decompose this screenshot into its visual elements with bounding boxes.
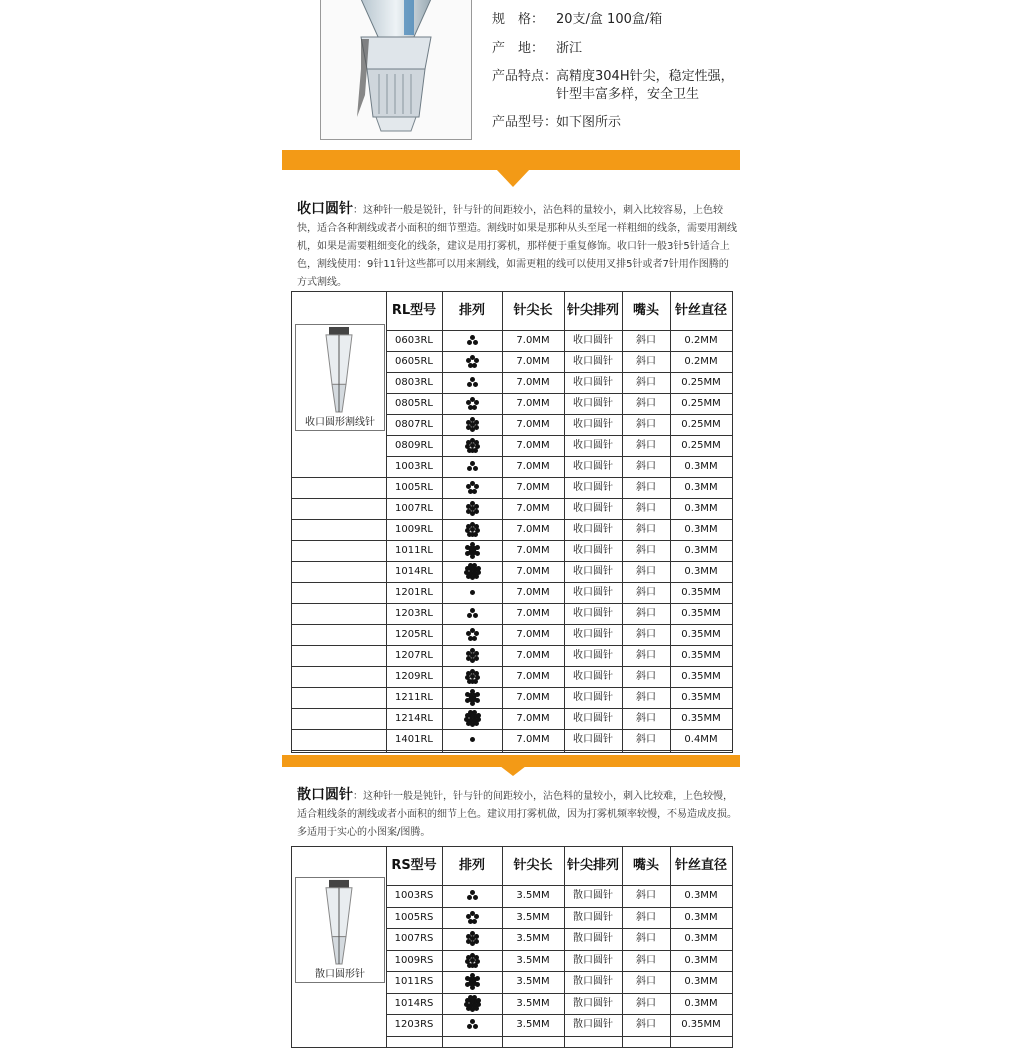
spec-value: 浙江 bbox=[556, 41, 583, 56]
needle-dot bbox=[474, 574, 479, 579]
left-image-column bbox=[292, 847, 387, 1047]
table-cell: 0.3MM bbox=[684, 461, 718, 472]
needle-icon bbox=[296, 325, 382, 414]
needle-dot bbox=[473, 613, 478, 618]
table-cell: 0.3MM bbox=[684, 482, 718, 493]
banner-arrow-icon bbox=[496, 169, 530, 187]
rs-table bbox=[291, 846, 733, 1048]
table-header: 排列 bbox=[458, 858, 485, 873]
table-cell: 1014RS bbox=[394, 997, 434, 1009]
table-cell: 0603RL bbox=[395, 335, 433, 346]
needle-dot bbox=[470, 714, 475, 719]
needle-photo bbox=[295, 877, 385, 983]
table-cell: 7.0MM bbox=[516, 671, 550, 682]
table-cell: 1014RL bbox=[395, 566, 433, 577]
needle-dot bbox=[473, 340, 478, 345]
table-cell: 1009RS bbox=[394, 954, 434, 966]
rl-intro bbox=[297, 200, 737, 292]
table-cell: 3.5MM bbox=[516, 954, 550, 966]
needle-dot bbox=[466, 656, 471, 661]
table-cell: 斜口 bbox=[636, 629, 656, 640]
table-cell: 0.3MM bbox=[684, 545, 718, 556]
table-cell: 0.35MM bbox=[681, 587, 721, 598]
table-cell: 收口圆针 bbox=[573, 419, 613, 430]
table-cell: 7.0MM bbox=[516, 335, 550, 346]
table-cell: 斜口 bbox=[636, 692, 656, 703]
table-cell: 0.35MM bbox=[681, 692, 721, 703]
table-cell: 1203RS bbox=[394, 1019, 434, 1030]
table-cell: 斜口 bbox=[636, 566, 656, 577]
needle-dot bbox=[468, 977, 473, 982]
table-cell: 0.3MM bbox=[684, 911, 718, 923]
table-cell: 7.0MM bbox=[516, 524, 550, 535]
spec-model bbox=[492, 111, 621, 130]
needle-dot bbox=[473, 1024, 478, 1029]
needle-dot bbox=[472, 697, 477, 702]
table-divider bbox=[442, 292, 443, 752]
table-cell: 7.0MM bbox=[516, 566, 550, 577]
table-cell: 0.3MM bbox=[684, 976, 718, 987]
table-header: 针尖排列 bbox=[566, 303, 619, 318]
needle-caption: 收口圆形割线针 bbox=[305, 417, 375, 428]
table-cell: 1401RL bbox=[395, 734, 433, 745]
table-cell: 0803RL bbox=[395, 377, 433, 388]
rs-intro-text: ：这种针一般是钝针，针与针的间距较小，沾色料的量较小，刺入比较难，上色较慢，适合粗线条的割线或者小面积的细节上色。建议用打雾机做，因为打雾机频率较慢，不易造成皮损。多适用于实心的小图案/图腾。 bbox=[297, 791, 737, 838]
needle-dot bbox=[466, 934, 471, 939]
rl-intro-text: ：这种针一般是锐针，针与针的间距较小，沾色料的量较小，刺入比较容易，上色较快，适合各种割线或者小面积的细节塑造。割线时如果是那种从头至尾一样粗细的线条，需要用割线机，如果是需要粗细变化的线条，建议是用打雾机，那样便于重复修饰。收口针一般3针5针适合上色，割线使用：9针11针这些都可以用来割线，如需更粗的线可以使用叉排5针或者7针用作图腾的方式割线。 bbox=[297, 205, 737, 288]
needle-dot bbox=[470, 679, 475, 684]
table-cell: 0.3MM bbox=[684, 524, 718, 535]
table-cell: 斜口 bbox=[636, 398, 656, 409]
table-cell: 斜口 bbox=[636, 933, 656, 944]
table-header: RS型号 bbox=[391, 858, 437, 873]
needle-dot bbox=[467, 1024, 472, 1029]
table-cell: 0.3MM bbox=[684, 890, 718, 901]
table-cell: 斜口 bbox=[636, 890, 656, 901]
table-cell: 1207RL bbox=[395, 650, 433, 661]
needle-dot bbox=[470, 999, 475, 1004]
table-cell: 1201RL bbox=[395, 587, 433, 598]
table-cell: 0.35MM bbox=[681, 650, 721, 661]
table-cell: 收口圆针 bbox=[573, 398, 613, 409]
rl-table bbox=[291, 291, 733, 753]
rl-section-title: 收口圆针 bbox=[297, 201, 353, 217]
table-cell: 7.0MM bbox=[516, 734, 550, 745]
table-cell: 3.5MM bbox=[516, 911, 550, 923]
table-cell: 7.0MM bbox=[516, 398, 550, 409]
table-cell: 0.2MM bbox=[684, 356, 718, 367]
table-cell: 收口圆针 bbox=[573, 587, 613, 598]
table-cell: 7.0MM bbox=[516, 377, 550, 388]
needle-caption: 散口圆形针 bbox=[315, 969, 365, 980]
table-cell: 散口圆针 bbox=[573, 997, 613, 1009]
needle-dot bbox=[473, 382, 478, 387]
table-cell: 收口圆针 bbox=[573, 503, 613, 514]
table-cell: 7.0MM bbox=[516, 587, 550, 598]
table-cell: 斜口 bbox=[636, 545, 656, 556]
table-cell: 斜口 bbox=[636, 954, 656, 966]
table-cell: 1007RS bbox=[394, 933, 434, 944]
table-cell: 收口圆针 bbox=[573, 608, 613, 619]
table-header: 针尖排列 bbox=[566, 858, 619, 873]
table-cell: 0.35MM bbox=[681, 713, 721, 724]
table-cell: 收口圆针 bbox=[573, 713, 613, 724]
rs-section-title: 散口圆针 bbox=[297, 787, 353, 803]
table-cell: 斜口 bbox=[636, 976, 656, 987]
table-cell: 1011RS bbox=[394, 976, 434, 987]
needle-dot bbox=[466, 939, 471, 944]
table-cell: 收口圆针 bbox=[573, 440, 613, 451]
table-cell: 7.0MM bbox=[516, 356, 550, 367]
table-cell: 1203RL bbox=[395, 608, 433, 619]
table-cell: 斜口 bbox=[636, 335, 656, 346]
spec-value: 20支/盒 100盒/箱 bbox=[556, 12, 663, 27]
table-cell: 收口圆针 bbox=[573, 545, 613, 556]
needle-dot bbox=[467, 340, 472, 345]
row-divider bbox=[386, 1036, 732, 1037]
table-cell: 斜口 bbox=[636, 734, 656, 745]
needle-dot bbox=[472, 489, 477, 494]
table-cell: 收口圆针 bbox=[573, 629, 613, 640]
table-cell: 斜口 bbox=[636, 713, 656, 724]
table-cell: 斜口 bbox=[636, 440, 656, 451]
table-cell: 0.3MM bbox=[684, 566, 718, 577]
needle-dot bbox=[470, 737, 475, 742]
table-cell: 1009RL bbox=[395, 524, 433, 535]
table-cell: 收口圆针 bbox=[573, 650, 613, 661]
banner-arrow-icon bbox=[500, 766, 526, 776]
table-cell: 0809RL bbox=[395, 440, 433, 451]
table-divider bbox=[442, 847, 443, 1047]
needle-icon bbox=[296, 878, 382, 966]
needle-dot bbox=[470, 567, 475, 572]
table-cell: 3.5MM bbox=[516, 1019, 550, 1030]
needle-dot bbox=[466, 504, 471, 509]
table-cell: 1003RS bbox=[394, 890, 434, 901]
table-cell: 3.5MM bbox=[516, 976, 550, 987]
table-cell: 1205RL bbox=[395, 629, 433, 640]
table-cell: 7.0MM bbox=[516, 713, 550, 724]
table-cell: 斜口 bbox=[636, 608, 656, 619]
needle-dot bbox=[466, 420, 471, 425]
needle-dot bbox=[466, 524, 471, 529]
table-cell: 7.0MM bbox=[516, 650, 550, 661]
needle-dot bbox=[466, 425, 471, 430]
orange-banner-1 bbox=[282, 150, 740, 170]
spec-label: 产品特点： bbox=[492, 69, 558, 84]
table-cell: 0.25MM bbox=[681, 398, 721, 409]
table-cell: 3.5MM bbox=[516, 933, 550, 944]
table-cell: 斜口 bbox=[636, 461, 656, 472]
table-cell: 收口圆针 bbox=[573, 524, 613, 535]
table-cell: 0.25MM bbox=[681, 440, 721, 451]
table-cell: 斜口 bbox=[636, 671, 656, 682]
table-cell: 斜口 bbox=[636, 377, 656, 388]
spec-size bbox=[492, 8, 662, 27]
spec-value: 如下图所示 bbox=[556, 115, 622, 130]
table-cell: 0.3MM bbox=[684, 997, 718, 1009]
row-divider bbox=[292, 750, 732, 751]
table-cell: 散口圆针 bbox=[573, 954, 613, 966]
table-header: 针丝直径 bbox=[674, 858, 727, 873]
needle-dot bbox=[470, 532, 475, 537]
needle-dot bbox=[468, 546, 473, 551]
needle-dot bbox=[472, 550, 477, 555]
needle-dot bbox=[470, 590, 475, 595]
spec-label: 产品型号： bbox=[492, 115, 558, 130]
table-cell: 7.0MM bbox=[516, 692, 550, 703]
table-cell: 1005RS bbox=[394, 911, 434, 923]
table-cell: 3.5MM bbox=[516, 997, 550, 1009]
table-cell: 1005RL bbox=[395, 482, 433, 493]
needle-dot bbox=[467, 613, 472, 618]
table-cell: 0805RL bbox=[395, 398, 433, 409]
table-cell: 收口圆针 bbox=[573, 377, 613, 388]
table-cell: 0.3MM bbox=[684, 503, 718, 514]
table-cell: 0807RL bbox=[395, 419, 433, 430]
table-cell: 0605RL bbox=[395, 356, 433, 367]
table-header: 排列 bbox=[458, 303, 485, 318]
needle-dot bbox=[466, 671, 471, 676]
table-cell: 3.5MM bbox=[516, 890, 550, 901]
spec-label: 规 格： bbox=[492, 12, 545, 27]
needle-dot bbox=[473, 466, 478, 471]
table-cell: 0.35MM bbox=[681, 1019, 721, 1030]
needle-dot bbox=[472, 636, 477, 641]
table-cell: 1209RL bbox=[395, 671, 433, 682]
table-cell: 7.0MM bbox=[516, 461, 550, 472]
table-cell: 散口圆针 bbox=[573, 1019, 613, 1030]
rs-intro bbox=[297, 786, 737, 842]
table-cell: 0.4MM bbox=[684, 734, 718, 745]
spec-features-line2: 针型丰富多样，安全卫生 bbox=[556, 87, 700, 102]
table-cell: 7.0MM bbox=[516, 440, 550, 451]
table-cell: 斜口 bbox=[636, 482, 656, 493]
table-cell: 收口圆针 bbox=[573, 692, 613, 703]
needle-photo bbox=[295, 324, 385, 431]
table-cell: 散口圆针 bbox=[573, 933, 613, 944]
table-cell: 斜口 bbox=[636, 419, 656, 430]
table-cell: 0.3MM bbox=[684, 954, 718, 966]
needle-dot bbox=[470, 963, 475, 968]
table-cell: 收口圆针 bbox=[573, 482, 613, 493]
table-cell: 收口圆针 bbox=[573, 335, 613, 346]
table-header: 嘴头 bbox=[632, 858, 659, 873]
table-cell: 0.25MM bbox=[681, 419, 721, 430]
product-image bbox=[320, 0, 472, 140]
table-cell: 斜口 bbox=[636, 503, 656, 514]
needle-dot bbox=[473, 895, 478, 900]
table-cell: 收口圆针 bbox=[573, 671, 613, 682]
needle-dot bbox=[466, 955, 471, 960]
table-cell: 7.0MM bbox=[516, 545, 550, 556]
left-image-column bbox=[292, 292, 387, 752]
needle-dot bbox=[466, 440, 471, 445]
needle-cartridge-icon bbox=[321, 0, 471, 139]
table-cell: 收口圆针 bbox=[573, 734, 613, 745]
spec-value: 高精度304H针尖，稳定性强， bbox=[556, 69, 734, 84]
table-cell: 7.0MM bbox=[516, 608, 550, 619]
needle-dot bbox=[474, 721, 479, 726]
table-cell: 斜口 bbox=[636, 524, 656, 535]
needle-dot bbox=[467, 895, 472, 900]
table-cell: 7.0MM bbox=[516, 419, 550, 430]
needle-dot bbox=[467, 466, 472, 471]
table-cell: 1003RL bbox=[395, 461, 433, 472]
needle-dot bbox=[470, 448, 475, 453]
table-cell: 斜口 bbox=[636, 1019, 656, 1030]
needle-dot bbox=[472, 363, 477, 368]
table-cell: 7.0MM bbox=[516, 482, 550, 493]
needle-dot bbox=[468, 693, 473, 698]
spec-origin bbox=[492, 37, 582, 56]
needle-dot bbox=[472, 919, 477, 924]
table-cell: 斜口 bbox=[636, 650, 656, 661]
spec-features bbox=[492, 65, 734, 84]
table-cell: 0.35MM bbox=[681, 629, 721, 640]
table-header: 针丝直径 bbox=[674, 303, 727, 318]
table-cell: 0.3MM bbox=[684, 933, 718, 944]
spec-label: 产 地： bbox=[492, 41, 545, 56]
table-cell: 7.0MM bbox=[516, 503, 550, 514]
table-cell: 散口圆针 bbox=[573, 890, 613, 901]
needle-dot bbox=[466, 509, 471, 514]
needle-dot bbox=[474, 1006, 479, 1011]
table-cell: 0.25MM bbox=[681, 377, 721, 388]
table-cell: 1211RL bbox=[395, 692, 433, 703]
table-cell: 1011RL bbox=[395, 545, 433, 556]
table-cell: 0.35MM bbox=[681, 671, 721, 682]
table-cell: 斜口 bbox=[636, 356, 656, 367]
table-cell: 斜口 bbox=[636, 587, 656, 598]
table-header: 针尖长 bbox=[513, 858, 553, 873]
table-cell: 收口圆针 bbox=[573, 356, 613, 367]
table-cell: 斜口 bbox=[636, 911, 656, 923]
table-cell: 收口圆针 bbox=[573, 566, 613, 577]
table-cell: 散口圆针 bbox=[573, 911, 613, 923]
table-cell: 散口圆针 bbox=[573, 976, 613, 987]
table-header: 嘴头 bbox=[632, 303, 659, 318]
table-cell: 0.2MM bbox=[684, 335, 718, 346]
needle-dot bbox=[472, 405, 477, 410]
needle-dot bbox=[466, 651, 471, 656]
table-cell: 收口圆针 bbox=[573, 461, 613, 472]
table-cell: 0.35MM bbox=[681, 608, 721, 619]
table-cell: 7.0MM bbox=[516, 629, 550, 640]
table-cell: 斜口 bbox=[636, 997, 656, 1009]
table-header: RL型号 bbox=[391, 303, 437, 318]
needle-dot bbox=[472, 981, 477, 986]
needle-dot bbox=[467, 382, 472, 387]
table-cell: 1007RL bbox=[395, 503, 433, 514]
table-header: 针尖长 bbox=[513, 303, 553, 318]
table-cell: 1214RL bbox=[395, 713, 433, 724]
